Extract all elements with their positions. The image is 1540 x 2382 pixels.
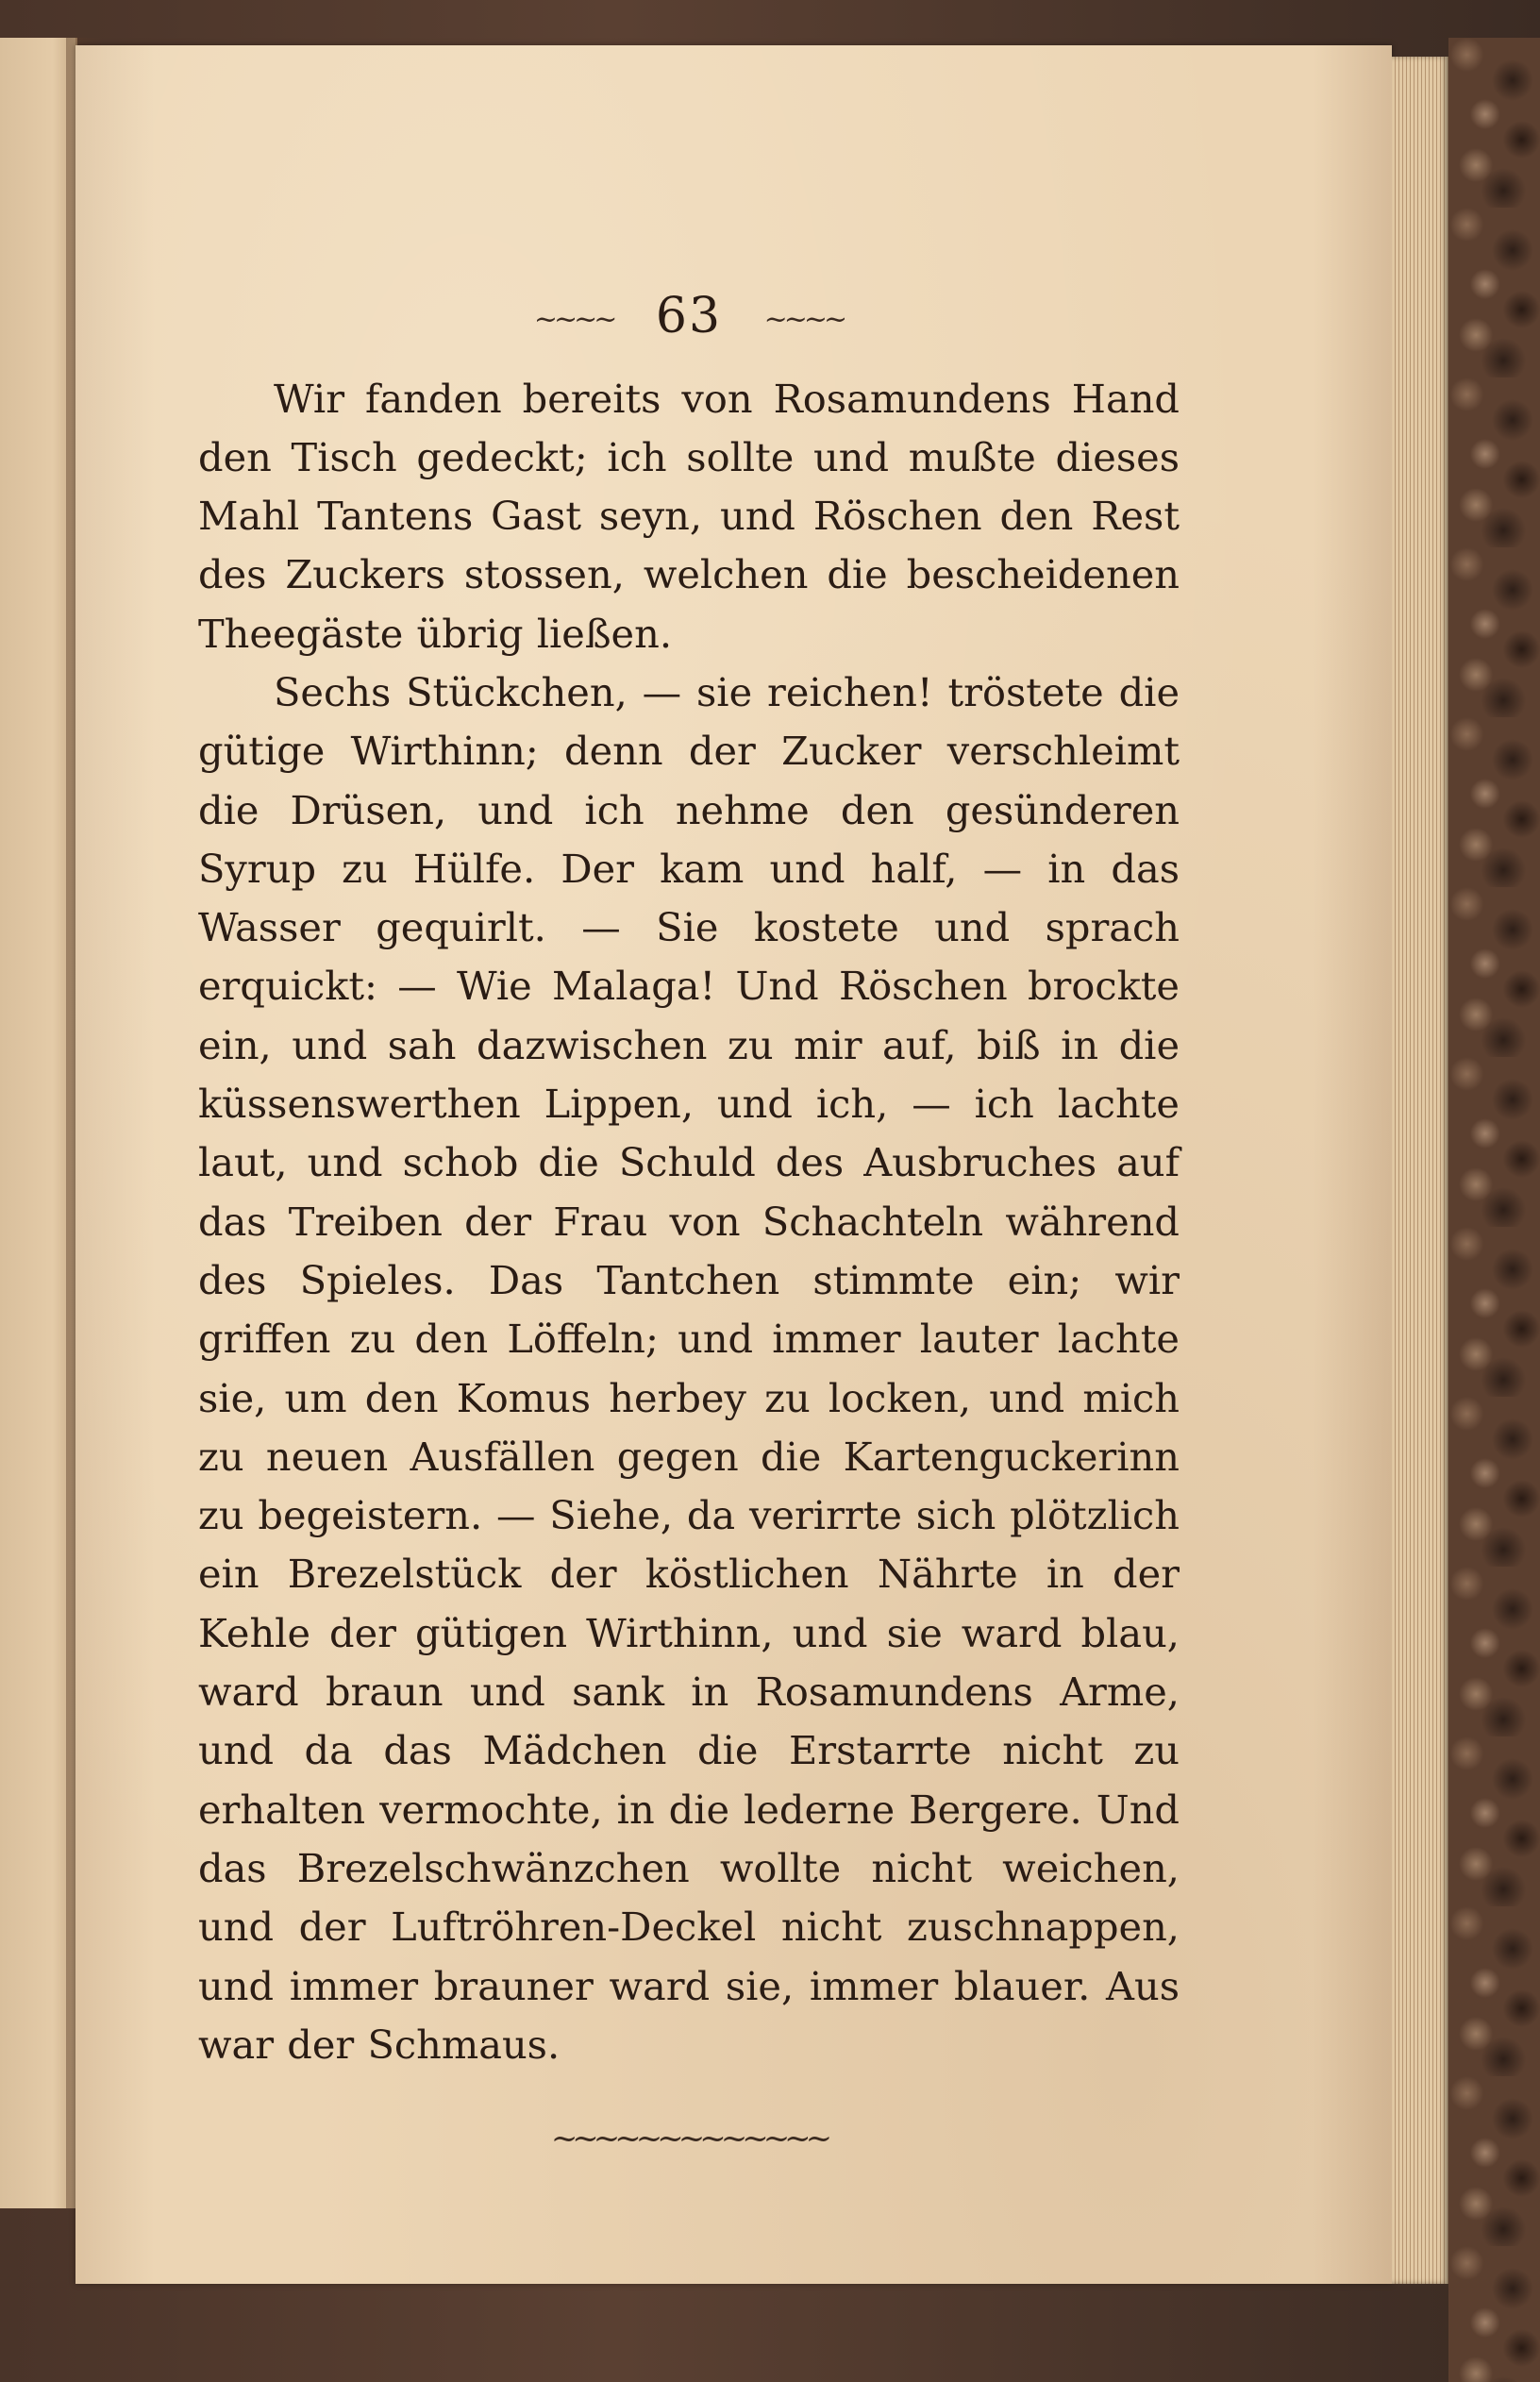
ornament-left: ~~~~ — [533, 302, 614, 336]
page-text-block — [198, 283, 1180, 2157]
end-ornament: ~~~~~~~~~~~~~ — [550, 2120, 828, 2158]
ornament-right: ~~~~ — [763, 302, 845, 336]
page-number: 63 — [655, 288, 723, 344]
paragraph-2: Sechs Stückchen, — sie reichen! tröstete die gütige Wirthinn; denn der Zucker verschleimt die Drüsen, und ich nehme den gesünderen Syrup zu Hülfe. Der kam und half, — in das Wasser gequirlt. — Sie kostete und sprach erquickt: — Wie Malaga! Und Röschen brockte ein, und sah dazwischen zu mir auf, biß in die küssenswerthen Lippen, und ich, — ich lachte laut, und schob die Schuld des Ausbruches auf das Treiben der Frau von Schachteln während des Spieles. Das Tantchen stimmte ein; wir griffen zu den Löffeln; und immer lauter lachte sie, um den Komus herbey zu locken, und mich zu neuen Ausfällen gegen die Kartenguckerinn zu begeistern. — Siehe, da verirrte sich plötzlich ein Brezelstück der köstlichen Nährte in der Kehle der gütigen Wirthinn, und sie ward blau, ward braun und sank in Rosamundens Arme, und da das Mädchen die Erstarrte nicht zu erhalten vermochte, in die lederne Bergere. Und das Brezelschwänzchen wollte nicht weichen, und der Luftröhren-Deckel nicht zuschnappen, und immer brauner ward sie, immer blauer. Aus war der Schmaus. — [198, 668, 1180, 2068]
page-edge-stack — [1392, 57, 1448, 2284]
page-header — [198, 283, 1180, 353]
marbled-cover — [1448, 38, 1540, 2382]
paragraph-1: Wir fanden bereits von Rosamundens Hand den Tisch gedeckt; ich sollte und mußte dieses Mahl Tantens Gast seyn, und Röschen den Rest des Zuckers stossen, welchen die bescheidenen Theegäste übrig ließen. — [198, 375, 1180, 657]
